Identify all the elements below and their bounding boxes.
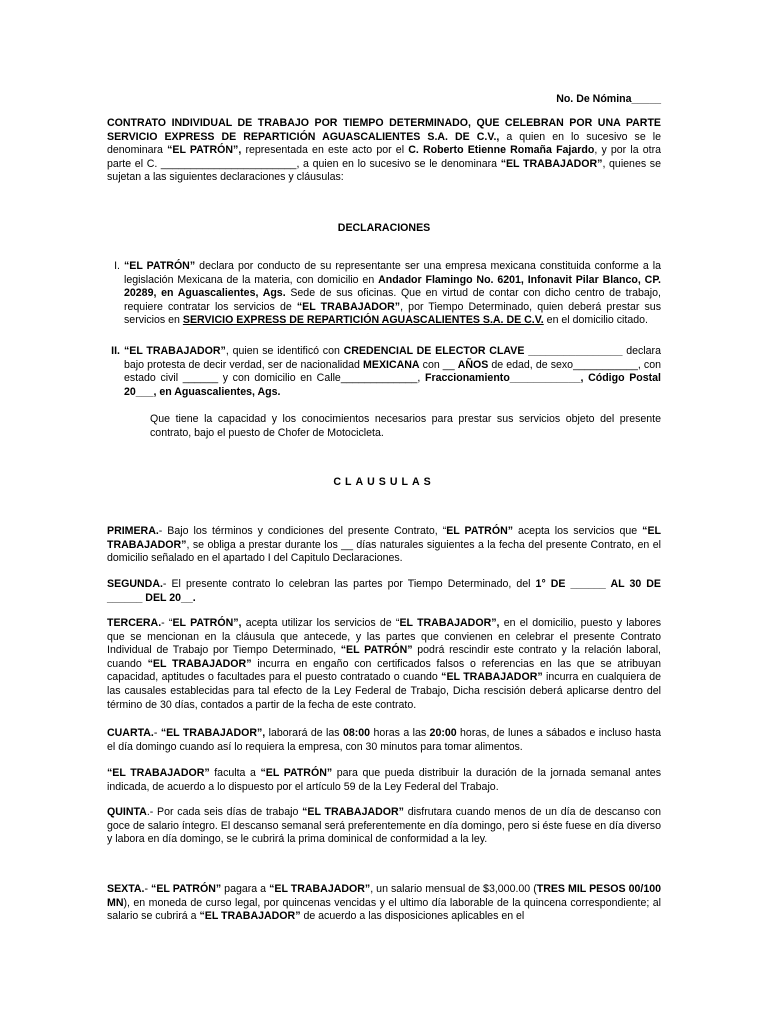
clause-text: - “: [161, 617, 173, 629]
nationality: MEXICANA: [363, 358, 420, 371]
clause-text: podrá rescindir este contrato y la relación laboral, cuando: [107, 644, 661, 670]
address-fields: Fraccionamiento____________, Código Postal 20___, en Aguascalientes, Ags.: [124, 372, 661, 398]
clause-text: acepta los servicios que: [513, 525, 643, 537]
representative-name: C. Roberto Etienne Romaña Fajardo: [408, 144, 595, 157]
patron-term: EL PATRÓN”,: [172, 617, 242, 629]
declaraciones-heading: DECLARACIONES: [337, 222, 431, 234]
patron-term: “EL PATRÓN”: [260, 767, 333, 779]
clause-text: en el domicilio, puesto y labores que se mencionan en la cláusula que antecede, y las partes que convienen en celebrar el presente Contrato Individual de Trabajo por Tiempo Determinado,: [107, 617, 662, 657]
intro-text: , y por la otra parte el C. _______________________, a quien en lo sucesivo se le denominara: [107, 144, 662, 170]
trabajador-term: “EL TRABAJADOR”: [107, 525, 661, 551]
clause-text: incurra en engaño con certificados falsos o referencias en las que se atribuyan capacidad, aptitudes o facultades para el puesto contratado o cuando: [107, 657, 661, 684]
declaration-number: I.: [114, 260, 120, 272]
clause-text: disfrutara cuando menos de un día de descanso con goce de salario íntegro. El descanso semanal será preferentemente en día domingo, pero si éste fuese en día diverso y labora en día domingo, se le cubrirá la prima dominical de conformidad a la ley.: [107, 806, 661, 846]
clausulas-heading: CLAUSULAS: [333, 476, 435, 488]
clause-text: horas a las: [370, 727, 430, 739]
company-address: Andador Flamingo No. 6201, Infonavit Pilar Blanco, CP. 20289, en Aguascalientes, Ags.: [124, 273, 661, 300]
clause-text: -: [144, 883, 152, 895]
trabajador-term: “EL TRABAJADOR”: [302, 806, 404, 818]
clause-text: -: [153, 727, 161, 739]
declaration-1: [114, 260, 661, 328]
declaration-note: Que tiene la capacidad y los conocimientos necesarios para prestar sus servicios objeto del presente contrato, bajo el puesto de Chofer de Motocicleta.: [150, 413, 661, 439]
trabajador-term: “EL TRABAJADOR”: [296, 300, 401, 313]
clause-faculta: [107, 767, 661, 794]
trabajador-term: “EL TRABAJADOR”: [441, 671, 543, 684]
start-hour: 08:00: [342, 727, 371, 739]
patron-term: “EL PATRÓN”: [151, 883, 222, 895]
trabajador-term: “EL TRABAJADOR”,: [160, 727, 266, 739]
contract-title: CONTRATO INDIVIDUAL DE TRABAJO POR TIEMPO DETERMINADO, QUE CELEBRAN POR UNA PARTE SERVICIO EXPRESS DE REPARTICIÓN AGUASCALIENTES S.A. DE C.V.,: [107, 117, 661, 143]
clause-primera: [107, 525, 661, 566]
clause-quinta: [107, 806, 661, 847]
declaration-text: declara bajo protesta de decir verdad, ser de nacionalidad: [124, 345, 661, 371]
clause-key: CUARTA.: [107, 727, 154, 739]
intro-text: , quienes se sujetan a las siguientes declaraciones y cláusulas:: [107, 157, 661, 184]
trabajador-term: “EL TRABAJADOR”: [269, 883, 371, 895]
nomina-number: No. De Nómina_____: [556, 93, 661, 105]
trabajador-term: “EL TRABAJADOR”: [124, 345, 226, 357]
clause-sexta: [107, 883, 661, 924]
trabajador-term: “EL TRABAJADOR”: [500, 157, 603, 170]
intro-text: a quien en lo sucesivo se le denominara: [107, 130, 661, 157]
intro-paragraph: [107, 117, 661, 185]
clause-cuarta: [107, 727, 661, 754]
intro-text: representada en este acto por el: [241, 144, 409, 157]
declaration-text: , quien se identificó con: [225, 345, 344, 357]
clause-text: , un salario mensual de $3,000.00 (: [370, 883, 537, 895]
clause-text: acepta utilizar los servicios de “: [241, 617, 400, 629]
end-hour: 20:00: [429, 727, 457, 739]
declaration-text: en el domicilio citado.: [543, 314, 648, 327]
patron-term: “EL PATRÓN”: [124, 260, 196, 272]
declaration-text: Sede de sus oficinas. Que en virtud de contar con dicho centro de trabajo, requiere contratar los servicios de: [124, 287, 661, 313]
clause-text: , se obliga a prestar durante los __ días naturales siguientes a la fecha del presente Contrato, en el domicilio señalado en el apartado I del Capitulo Declaraciones.: [107, 538, 661, 565]
clause-text: incurra en cualquiera de las causales establecidas para tal efecto de la Ley Federal de Trabajo, Dicha rescisión deberá aplicarse dentro del término de 30 días, contados a partir de la fecha de este contrato.: [107, 671, 661, 711]
years-label: AÑOS: [457, 358, 489, 371]
clause-text: pagara a: [221, 883, 270, 895]
patron-term: “EL PATRÓN”: [340, 644, 413, 657]
credential-field: CREDENCIAL DE ELECTOR CLAVE ________________: [343, 345, 623, 357]
clause-key: QUINTA: [107, 806, 147, 818]
company-name: SERVICIO EXPRESS DE REPARTICIÓN AGUASCALIENTES S.A. DE C.V.: [182, 314, 544, 327]
clause-text: de acuerdo a las disposiciones aplicables en el: [300, 910, 525, 923]
trabajador-term: “EL TRABAJADOR”: [199, 910, 301, 923]
salary-amount: TRES MIL PESOS 00/100 MN: [107, 883, 661, 909]
clause-text: - Bajo los términos y condiciones del presente Contrato, “: [158, 525, 447, 537]
clause-segunda: [107, 578, 661, 605]
clause-text: horas, de lunes a sábados e incluso hasta el día domingo cuando así lo requiera la empresa, con 30 minutos para tomar alimentos.: [107, 727, 661, 753]
clause-key: SEGUNDA.: [107, 578, 163, 590]
clause-text: .- Por cada seis días de trabajo: [146, 806, 303, 818]
trabajador-term: EL TRABAJADOR”,: [399, 617, 500, 629]
trabajador-term: “EL TRABAJADOR”: [147, 657, 252, 670]
contract-dates: 1° DE ______ AL 30 DE ______ DEL 20__.: [107, 578, 661, 604]
clause-text: para que pueda distribuir la duración de la jornada semanal antes indicada, de acuerdo a lo dispuesto por el artículo 59 de la Ley Federal del Trabajo.: [107, 767, 661, 793]
clause-text: ), en moneda de curso legal, por quincenas vencidas y el ultimo día laborable de la quincena correspondiente; al salario se cubrirá a: [107, 896, 661, 923]
patron-term: EL PATRÓN”: [446, 525, 514, 537]
declaration-text: de edad, de sexo___________, con estado civil ______ y con domicilio en Calle_____________,: [124, 358, 661, 385]
clause-text: - El presente contrato lo celebran las partes por Tiempo Determinado, del: [162, 578, 536, 590]
trabajador-term: “EL TRABAJADOR”: [107, 767, 210, 779]
clause-text: laborará de las: [265, 727, 343, 739]
declaration-text: declara por conducto de su representante ser una empresa mexicana constituida conforme a la legislación Mexicana de la materia, con domicilio en: [124, 260, 661, 286]
clause-key: PRIMERA.: [107, 525, 159, 537]
declaration-number: II.: [111, 345, 120, 357]
declaration-text: con __: [419, 358, 458, 371]
clause-tercera: [107, 617, 661, 712]
declaration-2: [111, 345, 661, 399]
clause-key: TERCERA.: [107, 617, 162, 629]
clause-key: SEXTA.: [107, 883, 145, 895]
patron-term: “EL PATRÓN”,: [167, 144, 242, 157]
declaration-text: , por Tiempo Determinado, quien deberá prestar sus servicios en: [124, 300, 661, 327]
clause-text: faculta a: [209, 767, 261, 779]
